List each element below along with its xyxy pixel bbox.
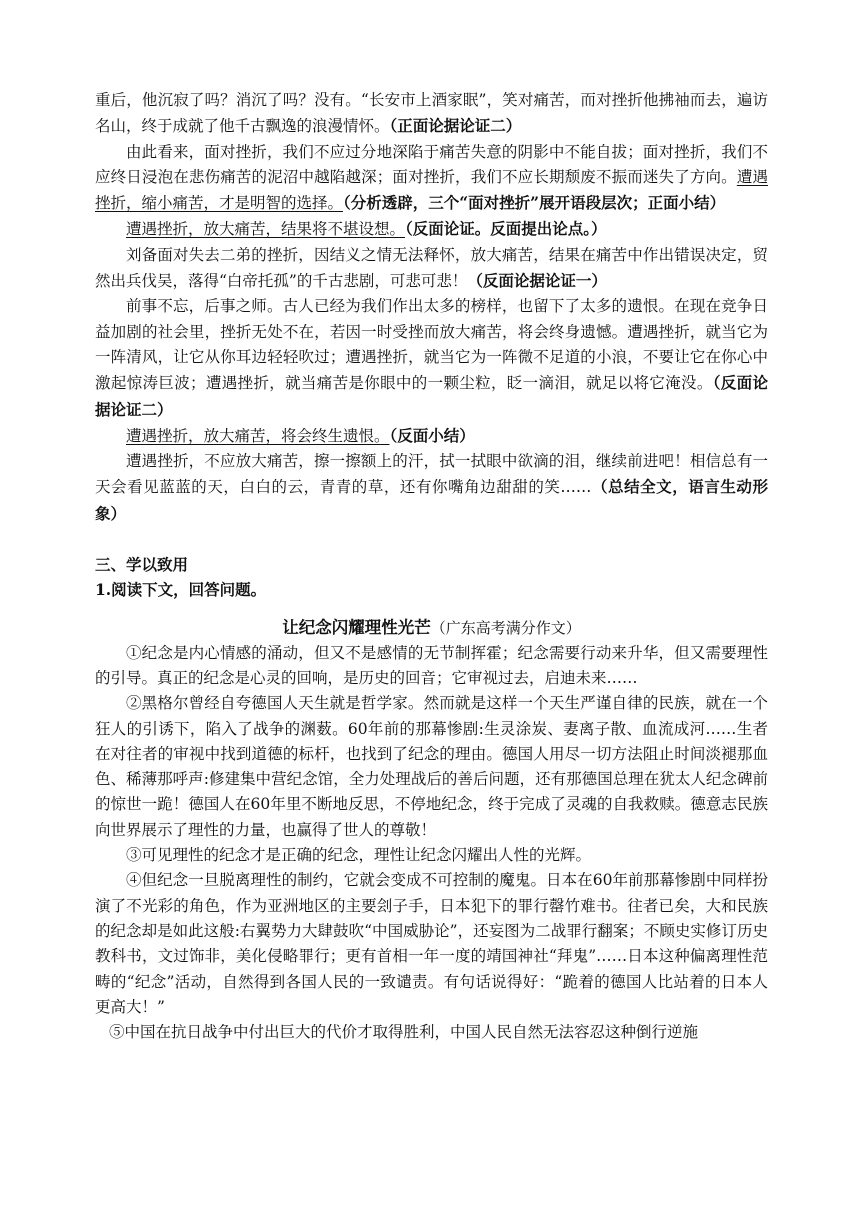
paragraph-liubei-example (95, 243, 768, 295)
section-spacer (95, 527, 768, 552)
paragraph-negative-thesis (95, 216, 768, 242)
paragraph-text: 重后，他沉寂了吗？消沉了吗？没有。“长安市上酒家眠”，笑对痛苦，而对挫折他拂袖而去，遍访名山，终于成就了他千古飘逸的浪漫情怀。 (95, 91, 768, 136)
annotation-note: （反面论据论证一） (467, 271, 607, 291)
article-title: 让纪念闪耀理性光芒 (282, 617, 431, 637)
annotation-note: （反面小结） (389, 425, 475, 445)
article-title-row (95, 615, 768, 641)
section-heading: 三、学以致用 (95, 555, 189, 575)
underlined-thesis: 遭遇挫折，放大痛苦，将会终生遗恨。 (126, 426, 390, 445)
paragraph-text: 遭遇挫折，不应放大痛苦，擦一擦额上的汗，拭一拭眼中欲滴的泪，继续前进吧！相信总有一天会看见蓝蓝的天，白白的云，青青的草，还有你嘴角边甜甜的笑…… (95, 452, 768, 497)
article-paragraph-5: ⑤中国在抗日战争中付出巨大的代价才取得胜利，中国人民自然无法容忍这种倒行逆施 (109, 1023, 699, 1042)
paragraph-conclusion (95, 449, 768, 527)
paragraph-negative-summary (95, 423, 768, 449)
article-paragraph-1: ①纪念是内心情感的涌动，但又不是感情的无节制挥霍；纪念需要行动来升华，但又需要理性的引导。真正的纪念是心灵的回响，是历史的回音；它审视过去，启迪未来…… (95, 643, 768, 687)
paragraph-text: 由此看来，面对挫折，我们不应过分地深陷于痛苦失意的阴影中不能自拔；面对挫折，我们不应终日浸泡在悲伤痛苦的泥沼中越陷越深；面对挫折，我们不应长期颓废不振而迷失了方向。 (95, 142, 768, 186)
article-paragraph-4: ④但纪念一旦脱离理性的制约，它就会变成不可控制的魔鬼。日本在60年前那幕惨剧中同样扮演了不光彩的角色，作为亚洲地区的主要刽子手，日本犯下的罪行罄竹难书。往者已矣，大和民族的纪念却是如此这般:右翼势力大肆鼓吹“中国威胁论”，还妄图为二战罪行翻案；不顾史实修订历史教科书，文过饰非，美化侵略罪行；更有首相一年一度的靖国神社“拜鬼”……日本这种偏离理性范畴的“纪念”活动，自然得到各国人民的一致谴责。有句话说得好：“跪着的德国人比站着的日本人更高大！” (95, 871, 768, 1016)
article-paragraph-3: ③可见理性的纪念才是正确的纪念，理性让纪念闪耀出人性的光辉。 (126, 846, 592, 865)
annotation-note: （分析透辟，三个“面对挫折”展开语段层次；正面小结） (343, 193, 726, 213)
paragraph-positive-summary (95, 140, 768, 217)
underlined-thesis: 遭遇挫折，缩小痛苦，才是明智的选择。 (95, 167, 768, 213)
paragraph-libai-continued (95, 88, 768, 140)
annotation-note: （反面论证。反面提出论点。） (405, 219, 607, 239)
paragraph-text: 刘备面对失去二弟的挫折，因结义之情无法释怀，放大痛苦，结果在痛苦中作出错误决定，贸然出兵伐吴，落得“白帝托孤”的千古悲剧，可悲可悲！ (95, 245, 768, 291)
annotation-note: （正面论据论证二） (389, 116, 522, 136)
paragraph-text: 前事不忘，后事之师。古人已经为我们作出太多的榜样，也留下了太多的遗恨。在现在竞争日益加剧的社会里，挫折无处不在，若因一时受挫而放大痛苦，将会终身遗憾。遭遇挫折，就当它为一阵清风，让它从你耳边轻轻吹过；遭遇挫折，就当它为一阵微不足道的小浪，不要让它在你心中激起惊涛巨波；遭遇挫折，就当痛苦是你眼中的一颗尘粒，眨一滴泪，就足以将它淹没。 (95, 297, 768, 393)
question-prompt: 1.阅读下文，回答问题。 (95, 580, 267, 600)
annotation-note: （总结全文，语言生动形象） (95, 477, 768, 523)
article-paragraph-2: ②黑格尔曾经自夸德国人天生就是哲学家。然而就是这样一个天生严谨自律的民族，就在一个狂人的引诱下，陷入了战争的渊薮。60年前的那幕惨剧:生灵涂炭、妻离子散、血流成河……生者在对往者的审视中找到道德的标杆，也找到了纪念的理由。德国人用尽一切方法阻止时间淡褪那血色、稀薄那呼声:修建集中营纪念馆，全力处理战后的善后问题，还有那德国总理在犹太人纪念碑前的惊世一跪！德国人在60年里不断地反思，不停地纪念，终于完成了灵魂的自我救赎。德意志民族向世界展示了理性的力量，也赢得了世人的尊敬！ (95, 694, 768, 839)
underlined-thesis: 遭遇挫折，放大痛苦，结果将不堪设想。 (126, 220, 406, 239)
article-source: （广东高考满分作文） (430, 618, 581, 637)
annotation-note: （反面论据论证二） (95, 373, 768, 419)
paragraph-history-lesson (95, 294, 768, 422)
